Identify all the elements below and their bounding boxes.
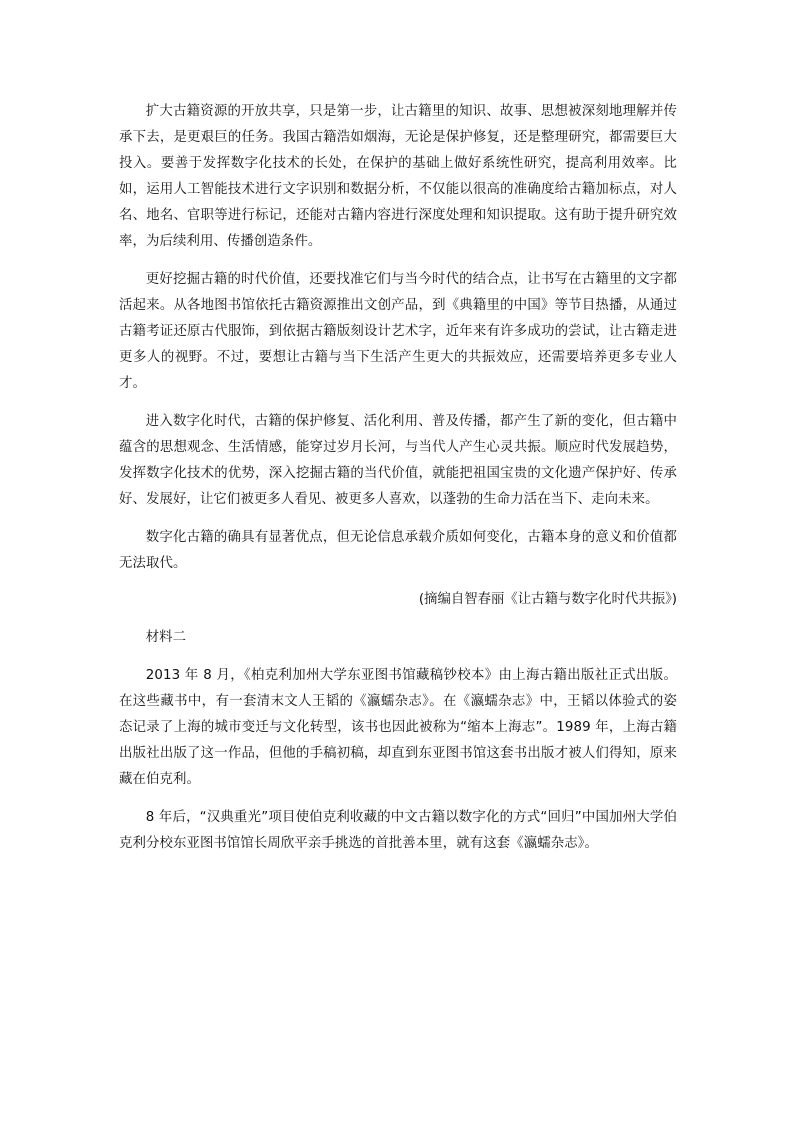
- material-two-heading: 材料二: [145, 630, 186, 645]
- paragraph-gap: [119, 651, 677, 663]
- paragraph-gap: [119, 255, 677, 267]
- paragraph-3: 进入数字化时代，古籍的保护修复、活化利用、普及传播，都产生了新的变化，但古籍中蕴含的思想观念、生活情感，能穿过岁月长河，与当代人产生心灵共振。顺应时代发展趋势，发挥数字化技术的优势，深入挖掘古籍的当代价值，就能把祖国宝贵的文化遗产保护好、传承好、发展好，让它们被更多人看见、被更多人喜欢，以蓬勃的生命力活在当下、走向未来。: [119, 414, 677, 507]
- source-citation: (摘编自智春丽《让古籍与数字化时代共振》): [418, 592, 677, 607]
- paragraph-5: 2013 年 8 月，《柏克利加州大学东亚图书馆藏稿钞校本》由上海古籍出版社正式出版。在这些藏书中，有一套清末文人王韬的《瀛蠕杂志》。在《瀛蠕杂志》中，王韬以体验式的姿态记录了上海的城市变迁与文化转型，该书也因此被称为“缩本上海志”。1989 年，上海古籍出版社出版了这一作品，但他的手稿初稿，却直到东亚图书馆这套书出版才被人们得知，原来藏在伯克利。: [119, 668, 677, 787]
- paragraph-gap: [119, 577, 677, 587]
- paragraph-gap: [119, 513, 677, 525]
- paragraph-4: 数字化古籍的确具有显著优点，但无论信息承载介质如何变化，古籍本身的意义和价值都无法取代。: [119, 530, 677, 571]
- paragraph-gap: [119, 397, 677, 409]
- document-page: [119, 99, 677, 857]
- paragraph-gap: [119, 613, 677, 625]
- paragraph-2: 更好挖掘古籍的时代价值，还要找准它们与当今时代的结合点，让书写在古籍里的文字都活起来。从各地图书馆依托古籍资源推出文创产品，到《典籍里的中国》等节目热播，从通过古籍考证还原古代服饰，到依据古籍版刻设计艺术字，近年来有许多成功的尝试，让古籍走进更多人的视野。不过，要想让古籍与当下生活产生更大的共振效应，还需要培养更多专业人才。: [119, 272, 677, 391]
- paragraph-1: 扩大古籍资源的开放共享，只是第一步，让古籍里的知识、故事、思想被深刻地理解并传承下去，是更艰巨的任务。我国古籍浩如烟海，无论是保护修复，还是整理研究，都需要巨大投入。要善于发挥数字化技术的长处，在保护的基础上做好系统性研究，提高利用效率。比如，运用人工智能技术进行文字识别和数据分析，不仅能以很高的准确度给古籍加标点，对人名、地名、官职等进行标记，还能对古籍内容进行深度处理和知识提取。这有助于提升研究效率，为后续利用、传播创造条件。: [119, 104, 677, 249]
- paragraph-gap: [119, 793, 677, 805]
- paragraph-6: 8 年后，“汉典重光”项目使伯克利收藏的中文古籍以数字化的方式“回归”中国加州大学伯克利分校东亚图书馆馆长周欣平亲手挑选的首批善本里，就有这套《瀛蠕杂志》。: [119, 810, 677, 851]
